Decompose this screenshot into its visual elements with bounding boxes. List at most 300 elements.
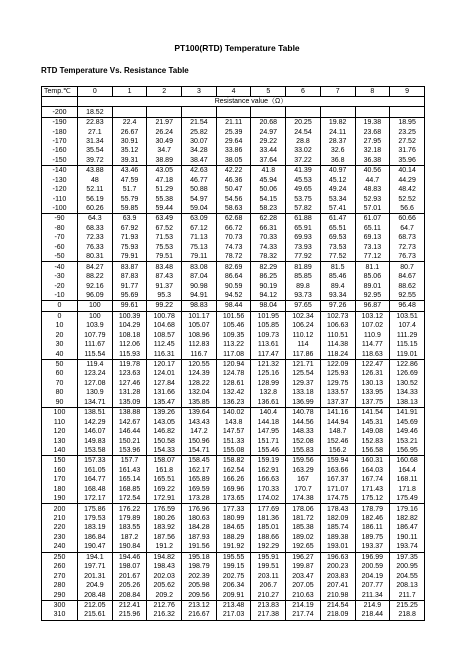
resistance-cell: 142.67 xyxy=(112,417,147,426)
resistance-cell: 57.82 xyxy=(286,204,321,214)
resistance-cell: 197.71 xyxy=(78,562,113,571)
resistance-cell: 134.71 xyxy=(78,398,113,408)
resistance-cell: 212.41 xyxy=(112,600,147,610)
resistance-cell: 133.57 xyxy=(320,388,355,397)
temperature-cell: 260 xyxy=(42,562,78,571)
resistance-cell: 32.6 xyxy=(320,146,355,155)
resistance-cell: 166.26 xyxy=(216,475,251,484)
table-row xyxy=(42,514,425,523)
table-row xyxy=(42,408,425,418)
resistance-cell: 135.85 xyxy=(182,398,217,408)
resistance-cell: 123.63 xyxy=(112,369,147,378)
resistance-cell: 164.03 xyxy=(355,466,390,475)
resistance-cell: 183.19 xyxy=(78,523,113,532)
resistance-cell: 217.74 xyxy=(286,610,321,620)
resistance-cell: 205.26 xyxy=(112,581,147,590)
resistance-cell: 170.33 xyxy=(251,485,286,494)
resistance-cell: 95.3 xyxy=(147,291,182,301)
table-row xyxy=(42,379,425,388)
temperature-cell: 230 xyxy=(42,533,78,542)
resistance-cell: 30.49 xyxy=(147,137,182,146)
resistance-cell: 53.34 xyxy=(320,194,355,203)
resistance-cell: 218.8 xyxy=(390,610,425,620)
resistance-cell: 35.54 xyxy=(78,146,113,155)
resistance-cell: 165.89 xyxy=(182,475,217,484)
resistance-cell: 125.16 xyxy=(251,369,286,378)
resistance-cell: 198.79 xyxy=(182,562,217,571)
resistance-cell: 35.12 xyxy=(112,146,147,155)
resistance-cell: 214.9 xyxy=(355,600,390,610)
resistance-cell: 206.34 xyxy=(216,581,251,590)
resistance-cell: 208.13 xyxy=(390,581,425,590)
resistance-cell: 105.46 xyxy=(216,321,251,330)
resistance-cell: 147.57 xyxy=(216,427,251,436)
temp-column-header: Temp.℃ xyxy=(42,87,78,97)
resistance-cell: 42.22 xyxy=(216,166,251,176)
temperature-cell: 290 xyxy=(42,590,78,600)
resistance-cell: 167 xyxy=(286,475,321,484)
resistance-cell: 156.95 xyxy=(390,446,425,456)
resistance-cell: 54.15 xyxy=(251,194,286,203)
resistance-cell: 90.59 xyxy=(216,281,251,290)
resistance-cell: 165.51 xyxy=(147,475,182,484)
resistance-cell: 158.45 xyxy=(182,456,217,466)
resistance-cell: 50.06 xyxy=(251,185,286,194)
resistance-cell: 73.13 xyxy=(355,243,390,252)
resistance-cell: 200.95 xyxy=(390,562,425,571)
resistance-cell: 164.77 xyxy=(78,475,113,484)
resistance-cell: 131.28 xyxy=(112,388,147,397)
resistance-cell: 86.25 xyxy=(251,272,286,281)
resistance-cell: 85.06 xyxy=(355,272,390,281)
table-row xyxy=(42,533,425,542)
resistance-cell: 57.41 xyxy=(320,204,355,214)
resistance-cell: 41.8 xyxy=(251,166,286,176)
resistance-cell: 99.22 xyxy=(147,301,182,311)
resistance-cell: 196.63 xyxy=(320,552,355,562)
resistance-cell: 171.8 xyxy=(390,485,425,494)
resistance-cell: 132.04 xyxy=(182,388,217,397)
resistance-cell: 202.39 xyxy=(182,571,217,580)
resistance-cell: 116.7 xyxy=(182,349,217,359)
resistance-cell: 36.8 xyxy=(320,156,355,166)
temperature-cell: 0 xyxy=(42,301,78,311)
resistance-cell: 75.93 xyxy=(112,243,147,252)
resistance-cell: 126.31 xyxy=(355,369,390,378)
resistance-cell: 179.53 xyxy=(78,514,113,523)
resistance-cell: 180.26 xyxy=(147,514,182,523)
resistance-cell: 65.91 xyxy=(286,224,321,233)
resistance-cell: 61.07 xyxy=(355,214,390,224)
resistance-cell: 149.46 xyxy=(390,427,425,436)
temperature-cell: 180 xyxy=(42,485,78,494)
resistance-cell: 148.33 xyxy=(286,427,321,436)
table-row xyxy=(42,321,425,330)
resistance-cell: 127.84 xyxy=(147,379,182,388)
column-header: 5 xyxy=(251,87,286,97)
resistance-cell: 69.53 xyxy=(320,233,355,242)
resistance-cell: 54.97 xyxy=(182,194,217,203)
resistance-cell: 25.82 xyxy=(182,127,217,136)
temperature-cell: 310 xyxy=(42,610,78,620)
resistance-cell: 141.16 xyxy=(320,408,355,418)
resistance-cell: 115.15 xyxy=(390,340,425,349)
resistance-cell: 207.05 xyxy=(286,581,321,590)
resistance-cell: 144.56 xyxy=(286,417,321,426)
resistance-cell: 121.32 xyxy=(251,359,286,369)
resistance-cell: 105.07 xyxy=(182,321,217,330)
resistance-cell: 204.19 xyxy=(355,571,390,580)
resistance-cell: 109.73 xyxy=(251,331,286,340)
resistance-cell: 203.47 xyxy=(286,571,321,580)
resistance-cell: 59.44 xyxy=(147,204,182,214)
resistance-cell: 38.05 xyxy=(216,156,251,166)
resistance-cell: 178.43 xyxy=(320,504,355,514)
resistance-cell: 164.4 xyxy=(390,466,425,475)
resistance-cell: 137.37 xyxy=(320,398,355,408)
resistance-cell: 81.1 xyxy=(355,262,390,272)
resistance-cell: 194.82 xyxy=(147,552,182,562)
resistance-cell: 174.38 xyxy=(286,494,321,504)
resistance-cell: 162.17 xyxy=(182,466,217,475)
resistance-cell: 159.94 xyxy=(320,456,355,466)
resistance-cell: 161.05 xyxy=(78,466,113,475)
resistance-cell: 45.12 xyxy=(320,176,355,185)
resistance-cell: 129.75 xyxy=(320,379,355,388)
table-row xyxy=(42,359,425,369)
resistance-cell: 127.46 xyxy=(112,379,147,388)
table-row xyxy=(42,117,425,127)
resistance-cell: 166.63 xyxy=(251,475,286,484)
table-row xyxy=(42,590,425,600)
resistance-cell: 148.7 xyxy=(320,427,355,436)
resistance-cell: 200.23 xyxy=(320,562,355,571)
resistance-cell: 111.29 xyxy=(390,331,425,340)
temperature-cell: -80 xyxy=(42,224,78,233)
resistance-cell: 49.24 xyxy=(320,185,355,194)
resistance-cell: 208.48 xyxy=(78,590,113,600)
resistance-cell: 70.73 xyxy=(216,233,251,242)
resistance-cell: 213.12 xyxy=(182,600,217,610)
resistance-cell: 67.12 xyxy=(182,224,217,233)
resistance-cell: 87.04 xyxy=(182,272,217,281)
page-title: PT100(RTD) Temperature Table xyxy=(174,43,300,53)
resistance-cell: 196.27 xyxy=(286,552,321,562)
resistance-cell: 72.33 xyxy=(78,233,113,242)
resistance-cell: 161.8 xyxy=(147,466,182,475)
temperature-cell: -20 xyxy=(42,281,78,290)
temperature-cell: 50 xyxy=(42,359,78,369)
table-row xyxy=(42,581,425,590)
resistance-cell: 128.99 xyxy=(251,379,286,388)
table-row xyxy=(42,562,425,571)
resistance-cell: 93.34 xyxy=(320,291,355,301)
resistance-cell: 123.24 xyxy=(78,369,113,378)
table-row xyxy=(42,398,425,408)
resistance-cell: 117.86 xyxy=(286,349,321,359)
resistance-cell: 79.51 xyxy=(147,252,182,262)
resistance-cell: 120.17 xyxy=(147,359,182,369)
resistance-cell: 77.12 xyxy=(355,252,390,262)
temperature-cell: 20 xyxy=(42,331,78,340)
resistance-cell: 156.58 xyxy=(355,446,390,456)
resistance-cell: 34.28 xyxy=(182,146,217,155)
resistance-cell: 52.11 xyxy=(78,185,113,194)
resistance-cell: 48.83 xyxy=(355,185,390,194)
resistance-cell: 151.71 xyxy=(251,436,286,445)
resistance-cell: 135.09 xyxy=(112,398,147,408)
resistance-cell: 147.2 xyxy=(182,427,217,436)
resistance-cell: 180.99 xyxy=(216,514,251,523)
temperature-cell: 160 xyxy=(42,466,78,475)
resistance-cell: 147.95 xyxy=(251,427,286,436)
resistance-cell: 70.33 xyxy=(251,233,286,242)
resistance-cell: 82.29 xyxy=(251,262,286,272)
resistance-cell: 19.82 xyxy=(320,117,355,127)
resistance-cell: 155.08 xyxy=(216,446,251,456)
resistance-cell: 44.29 xyxy=(390,176,425,185)
resistance-unit-label: Resistance value（Ω） xyxy=(78,97,425,107)
resistance-cell: 214.54 xyxy=(320,600,355,610)
column-header: 6 xyxy=(286,87,321,97)
resistance-cell: 217.38 xyxy=(251,610,286,620)
resistance-cell: 28.8 xyxy=(286,137,321,146)
resistance-cell: 174.75 xyxy=(320,494,355,504)
resistance-cell: 21.54 xyxy=(182,117,217,127)
resistance-cell: 37.22 xyxy=(286,156,321,166)
temperature-cell: 70 xyxy=(42,379,78,388)
resistance-cell: 30.91 xyxy=(112,137,147,146)
resistance-cell: 56.6 xyxy=(390,204,425,214)
temperature-cell: -10 xyxy=(42,291,78,301)
resistance-cell: 197.35 xyxy=(390,552,425,562)
resistance-cell: 182.82 xyxy=(390,514,425,523)
temperature-cell: 250 xyxy=(42,552,78,562)
resistance-cell: 23.25 xyxy=(390,127,425,136)
resistance-cell: 176.96 xyxy=(182,504,217,514)
resistance-cell: 202.03 xyxy=(147,571,182,580)
resistance-cell: 192.29 xyxy=(251,542,286,552)
resistance-cell: 96.87 xyxy=(355,301,390,311)
column-header: 2 xyxy=(147,87,182,97)
resistance-cell: 210.27 xyxy=(251,590,286,600)
resistance-cell: 107.79 xyxy=(78,331,113,340)
resistance-cell: 67.52 xyxy=(147,224,182,233)
resistance-cell: 100.39 xyxy=(112,311,147,321)
resistance-cell: 131.66 xyxy=(147,388,182,397)
resistance-cell: 21.11 xyxy=(216,117,251,127)
resistance-cell: 215.25 xyxy=(390,600,425,610)
resistance-cell: 209.56 xyxy=(182,590,217,600)
resistance-cell: 171.43 xyxy=(355,485,390,494)
resistance-cell: 118.24 xyxy=(320,349,355,359)
resistance-cell: 218.09 xyxy=(320,610,355,620)
resistance-cell: 179.16 xyxy=(390,504,425,514)
resistance-cell: 97.65 xyxy=(286,301,321,311)
column-header: 7 xyxy=(320,87,355,97)
resistance-cell: 207.41 xyxy=(320,581,355,590)
resistance-cell: 125.54 xyxy=(286,369,321,378)
temperature-cell: -150 xyxy=(42,156,78,166)
resistance-cell: 24.97 xyxy=(251,127,286,136)
temperature-cell: 110 xyxy=(42,417,78,426)
resistance-cell: 212.76 xyxy=(147,600,182,610)
table-row xyxy=(42,349,425,359)
resistance-cell: 120.55 xyxy=(182,359,217,369)
resistance-cell: 144.94 xyxy=(320,417,355,426)
resistance-cell: 152.46 xyxy=(320,436,355,445)
temperature-cell: 210 xyxy=(42,514,78,523)
resistance-cell: 196.99 xyxy=(355,552,390,562)
resistance-cell: 116.31 xyxy=(147,349,182,359)
resistance-cell: 62.28 xyxy=(251,214,286,224)
resistance-cell: 182.09 xyxy=(320,514,355,523)
resistance-cell: 63.09 xyxy=(182,214,217,224)
resistance-cell: 145.31 xyxy=(355,417,390,426)
resistance-cell: 45.53 xyxy=(286,176,321,185)
resistance-cell: 141.54 xyxy=(355,408,390,418)
resistance-cell: 198.07 xyxy=(112,562,147,571)
resistance-cell xyxy=(112,107,147,117)
temperature-cell: 150 xyxy=(42,456,78,466)
resistance-cell: 211.34 xyxy=(355,590,390,600)
resistance-cell: 60.26 xyxy=(78,204,113,214)
table-row xyxy=(42,542,425,552)
resistance-cell: 191.2 xyxy=(147,542,182,552)
resistance-cell: 78.72 xyxy=(216,252,251,262)
resistance-cell: 187.2 xyxy=(112,533,147,542)
temperature-cell: -180 xyxy=(42,127,78,136)
resistance-cell: 18.95 xyxy=(390,117,425,127)
temperature-cell: -160 xyxy=(42,146,78,155)
temperature-cell: -200 xyxy=(42,107,78,117)
resistance-cell: 71.13 xyxy=(182,233,217,242)
resistance-cell: 133.18 xyxy=(286,388,321,397)
resistance-cell: 198.43 xyxy=(147,562,182,571)
resistance-cell: 172.91 xyxy=(147,494,182,504)
resistance-cell: 178.79 xyxy=(355,504,390,514)
resistance-cell: 40.14 xyxy=(390,166,425,176)
resistance-cell: 52.93 xyxy=(355,194,390,203)
resistance-cell: 210.63 xyxy=(286,590,321,600)
resistance-cell: 214.19 xyxy=(286,600,321,610)
resistance-cell: 162.91 xyxy=(251,466,286,475)
resistance-cell: 25.39 xyxy=(216,127,251,136)
resistance-cell: 143.8 xyxy=(216,417,251,426)
resistance-cell: 55.79 xyxy=(112,194,147,203)
resistance-cell: 175.49 xyxy=(390,494,425,504)
resistance-cell: 163.29 xyxy=(286,466,321,475)
resistance-cell: 175.12 xyxy=(355,494,390,504)
resistance-cell: 101.17 xyxy=(182,311,217,321)
resistance-cell: 159.19 xyxy=(251,456,286,466)
resistance-cell: 184.28 xyxy=(182,523,217,532)
resistance-cell: 189.02 xyxy=(286,533,321,542)
table-row xyxy=(42,456,425,466)
resistance-cell: 154.71 xyxy=(182,446,217,456)
resistance-cell: 81.5 xyxy=(320,262,355,272)
resistance-cell: 121.71 xyxy=(286,359,321,369)
resistance-cell xyxy=(251,107,286,117)
resistance-cell: 101.95 xyxy=(251,311,286,321)
resistance-cell: 26.24 xyxy=(147,127,182,136)
unit-row-blank xyxy=(42,97,78,107)
resistance-cell: 158.82 xyxy=(216,456,251,466)
resistance-cell: 27.52 xyxy=(390,137,425,146)
resistance-cell: 27.95 xyxy=(355,137,390,146)
resistance-cell: 89.01 xyxy=(355,281,390,290)
resistance-cell: 109.35 xyxy=(216,331,251,340)
resistance-cell: 167.74 xyxy=(355,475,390,484)
resistance-cell: 138.13 xyxy=(390,398,425,408)
resistance-cell: 177.33 xyxy=(216,504,251,514)
resistance-cell: 161.43 xyxy=(112,466,147,475)
table-row xyxy=(42,301,425,311)
resistance-cell: 213.83 xyxy=(251,600,286,610)
resistance-cell: 102.34 xyxy=(286,311,321,321)
temperature-cell: 170 xyxy=(42,475,78,484)
resistance-cell: 187.56 xyxy=(147,533,182,542)
resistance-cell xyxy=(390,107,425,117)
resistance-cell: 31.76 xyxy=(390,146,425,155)
resistance-cell: 179.89 xyxy=(112,514,147,523)
resistance-cell: 178.06 xyxy=(286,504,321,514)
column-header: 9 xyxy=(390,87,425,97)
resistance-cell: 183.92 xyxy=(147,523,182,532)
resistance-cell: 153.58 xyxy=(78,446,113,456)
resistance-cell: 93.73 xyxy=(286,291,321,301)
resistance-cell: 200.59 xyxy=(355,562,390,571)
resistance-cell: 193.01 xyxy=(320,542,355,552)
resistance-cell: 199.15 xyxy=(216,562,251,571)
resistance-cell: 146.44 xyxy=(112,427,147,436)
resistance-cell: 18.52 xyxy=(78,107,113,117)
resistance-cell: 199.51 xyxy=(251,562,286,571)
resistance-cell: 193.74 xyxy=(390,542,425,552)
resistance-cell: 108.18 xyxy=(112,331,147,340)
resistance-cell: 78.32 xyxy=(251,252,286,262)
temperature-cell: -60 xyxy=(42,243,78,252)
resistance-cell: 40.97 xyxy=(320,166,355,176)
table-row xyxy=(42,291,425,301)
resistance-cell: 87.83 xyxy=(112,272,147,281)
resistance-cell: 203.11 xyxy=(251,571,286,580)
resistance-cell: 76.73 xyxy=(390,252,425,262)
resistance-cell: 113.61 xyxy=(251,340,286,349)
resistance-cell: 24.11 xyxy=(320,127,355,136)
resistance-cell: 92.95 xyxy=(355,291,390,301)
resistance-cell: 58.63 xyxy=(216,204,251,214)
resistance-cell: 190.47 xyxy=(78,542,113,552)
resistance-cell: 88.22 xyxy=(78,272,113,281)
table-row xyxy=(42,571,425,580)
resistance-cell: 35.96 xyxy=(390,156,425,166)
resistance-cell: 22.4 xyxy=(112,117,147,127)
resistance-cell: 184.65 xyxy=(216,523,251,532)
resistance-cell: 43.05 xyxy=(147,166,182,176)
table-row xyxy=(42,272,425,281)
resistance-cell: 176.59 xyxy=(147,504,182,514)
resistance-cell: 154.33 xyxy=(147,446,182,456)
resistance-cell: 53.75 xyxy=(286,194,321,203)
resistance-cell: 122.09 xyxy=(320,359,355,369)
resistance-cell: 185.38 xyxy=(286,523,321,532)
resistance-cell: 83.48 xyxy=(147,262,182,272)
resistance-cell: 33.86 xyxy=(216,146,251,155)
resistance-cell: 173.65 xyxy=(216,494,251,504)
resistance-cell: 50.88 xyxy=(182,185,217,194)
resistance-cell: 84.67 xyxy=(390,272,425,281)
